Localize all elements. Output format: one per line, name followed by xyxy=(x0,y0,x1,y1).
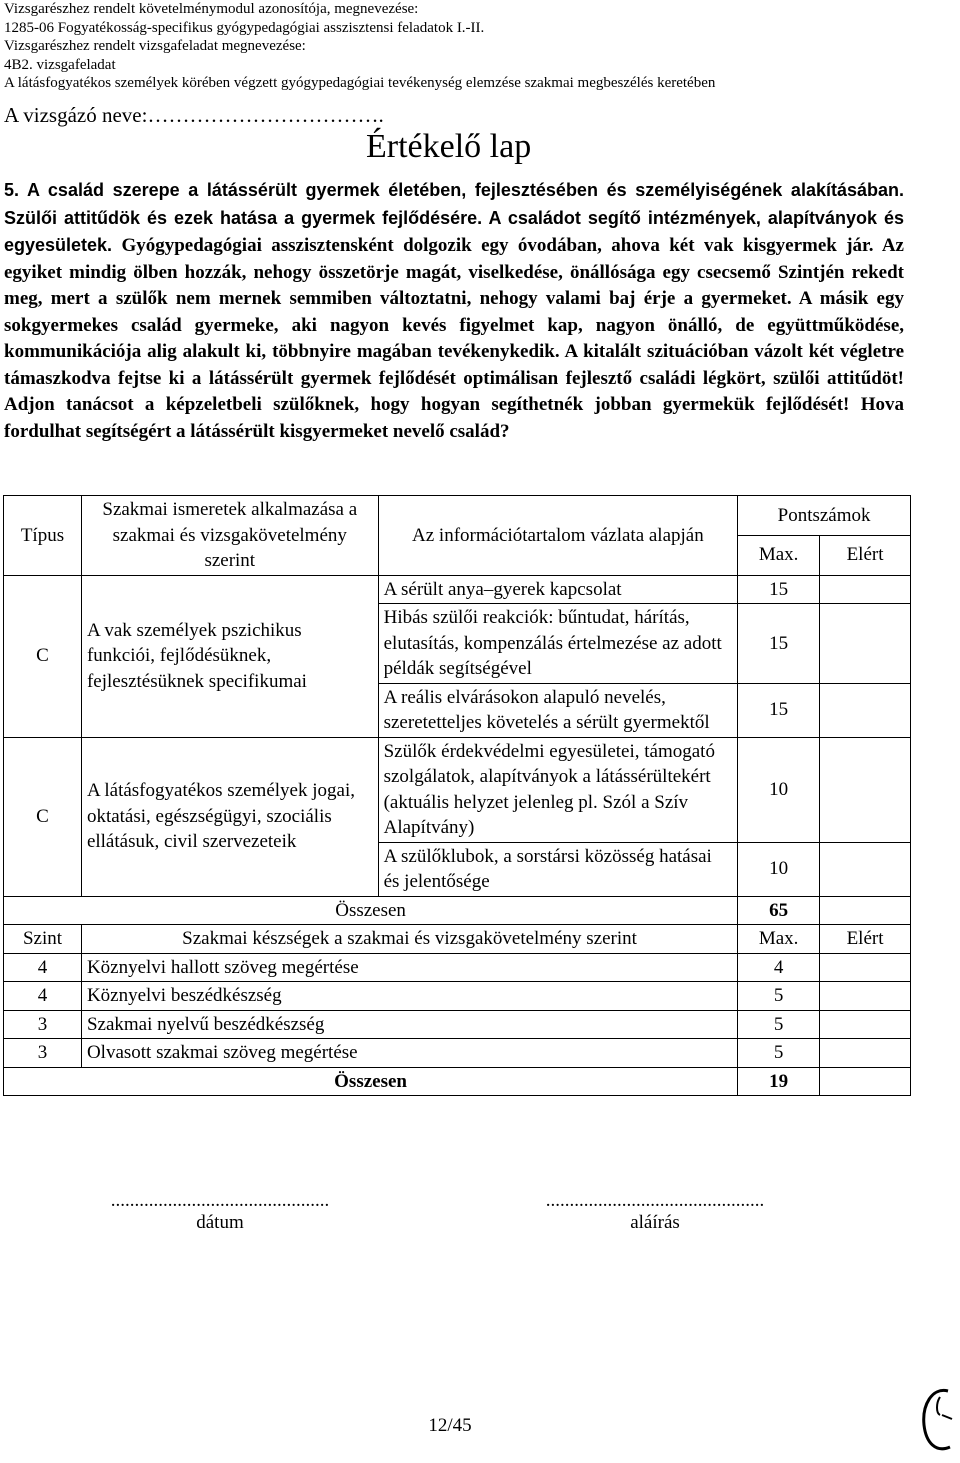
level-cell: 4 xyxy=(4,953,82,982)
total-label: Összesen xyxy=(4,896,738,925)
header-line-5: A látásfogyatékos személyek körében végzett gyógypedagógiai tevékenység elemzése szakmai megbeszélés keretében xyxy=(4,75,716,91)
header-line-2: 1285-06 Fogyatékosság-specifikus gyógypedagógiai asszisztensi feladatok I.-II. xyxy=(4,19,485,36)
outline-cell: A reális elvárásokon alapuló nevelés, szeretetteljes követelés a sérült gyermektől xyxy=(378,683,738,737)
achieved-cell[interactable] xyxy=(820,737,911,842)
col-skills-header: Szakmai készségek a szakmai és vizsgakövetelmény szerint xyxy=(81,925,737,954)
col-points-header: Pontszámok xyxy=(738,496,911,536)
type-cell: C xyxy=(4,575,82,737)
date-signature-block xyxy=(80,1190,360,1234)
total-achieved-cell[interactable] xyxy=(820,896,911,925)
total-label: Összesen xyxy=(4,1067,738,1096)
max-cell: 4 xyxy=(738,953,820,982)
outline-cell: Hibás szülői reakciók: bűntudat, hárítás, elutasítás, kompenzálás értelmezése az adott példák segítségével xyxy=(378,604,738,684)
col-max-header: Max. xyxy=(738,925,820,954)
document-header xyxy=(4,0,715,93)
max-cell: 10 xyxy=(738,842,820,896)
page-number: 12/45 xyxy=(428,1415,472,1436)
skill-cell: Szakmai nyelvű beszédkészség xyxy=(81,1010,737,1039)
evaluation-table xyxy=(3,495,911,1096)
table-header-row xyxy=(4,496,911,536)
max-cell: 15 xyxy=(738,604,820,684)
date-label: dátum xyxy=(196,1212,244,1233)
task-topic: 5. A család szerepe a látássérült gyermek életében, fejlesztésében és személyiségének alakításában. Szülői attitűdök és ezek hatása a gyermek fejlődésére. A családot segítő intézmények, alapítványok és egyesületek. xyxy=(4,180,904,255)
task-description xyxy=(4,177,904,445)
task-situation: Gyógypedagógiai asszisztensként dolgozik egy óvodában, ahova két vak kisgyermek jár. Az egyiket mindig ölben hozzák, nehogy összetörje magát, viselkedése, önállósága egy csecsemő Szintjén rekedt meg, mert a szülők nem mernek semmiben változtatni, nehogy valami baj érje a gyermeket. A másik egy sokgyermekes család gyermeke, aki nagyon kevés figyelmet kap, nagyon önálló, de együttműködése, kommunikációja alig alakult ki, többnyire magában tevékenykedik. A kitalált szituációban vázolt két végletre támaszkodva fejtse ki a látássérült gyermek fejlődését optimálisan fejlesztő családi légkört, szülői attitűdöt! Adjon tanácsot a képzeletbeli szülőknek, hogy hogyan segíthetnék jobban gyermekük fejlődését! Hova fordulhat segítségért a látássérült kisgyermeket nevelő család? xyxy=(4,235,904,442)
knowledge-cell: A látásfogyatékos személyek jogai, oktatási, egészségügyi, szociális ellátásuk, civil szervezeteik xyxy=(81,737,378,896)
achieved-cell[interactable] xyxy=(820,1010,911,1039)
calligraphic-c-logo-icon xyxy=(918,1385,956,1462)
signature-block xyxy=(515,1190,795,1234)
type-cell: C xyxy=(4,737,82,896)
col-achieved-header: Elért xyxy=(820,925,911,954)
achieved-cell[interactable] xyxy=(820,604,911,684)
col-level-header: Szint xyxy=(4,925,82,954)
examinee-name-field: A vizsgázó neve:……………………………. xyxy=(4,103,384,127)
max-cell: 5 xyxy=(738,1039,820,1068)
max-cell: 5 xyxy=(738,1010,820,1039)
signature-label: aláírás xyxy=(630,1212,680,1233)
skill-cell: Köznyelvi hallott szöveg megértése xyxy=(81,953,737,982)
level-cell: 3 xyxy=(4,1010,82,1039)
table-row xyxy=(4,982,911,1011)
achieved-cell[interactable] xyxy=(820,842,911,896)
achieved-cell[interactable] xyxy=(820,982,911,1011)
header-line-1: Vizsgarészhez rendelt követelménymodul azonosítója, megnevezése: xyxy=(4,1,419,17)
table-row xyxy=(4,1039,911,1068)
col-type-header: Típus xyxy=(4,496,82,576)
skills-header-row xyxy=(4,925,911,954)
col-outline-header: Az információtartalom vázlata alapján xyxy=(378,496,738,576)
level-cell: 4 xyxy=(4,982,82,1011)
total-achieved-cell[interactable] xyxy=(820,1067,911,1096)
skill-cell: Köznyelvi beszédkészség xyxy=(81,982,737,1011)
table-row xyxy=(4,953,911,982)
table-row xyxy=(4,1010,911,1039)
header-line-3: Vizsgarészhez rendelt vizsgafeladat megnevezése: xyxy=(4,38,306,54)
max-cell: 5 xyxy=(738,982,820,1011)
header-line-4: 4B2. vizsgafeladat xyxy=(4,56,116,73)
achieved-cell[interactable] xyxy=(820,683,911,737)
max-cell: 15 xyxy=(738,683,820,737)
level-cell: 3 xyxy=(4,1039,82,1068)
outline-cell: A sérült anya–gyerek kapcsolat xyxy=(378,575,738,604)
achieved-cell[interactable] xyxy=(820,575,911,604)
page-title: Értékelő lap xyxy=(366,128,532,165)
date-dots: .............................................. xyxy=(110,1190,330,1211)
signature-dots: .............................................. xyxy=(545,1190,765,1211)
knowledge-cell: A vak személyek pszichikus funkciói, fejlődésüknek, fejlesztésüknek specifikumai xyxy=(81,575,378,737)
col-knowledge-header: Szakmai ismeretek alkalmazása a szakmai és vizsgakövetelmény szerint xyxy=(81,496,378,576)
col-max-header: Max. xyxy=(738,535,820,575)
total-row xyxy=(4,896,911,925)
outline-cell: A szülőklubok, a sorstársi közösség hatásai és jelentősége xyxy=(378,842,738,896)
outline-cell: Szülők érdekvédelmi egyesületei, támogató szolgálatok, alapítványok a látássérültekért (aktuális helyzet jelenleg pl. Szól a Szív Alapítvány) xyxy=(378,737,738,842)
table-row xyxy=(4,575,911,604)
max-cell: 15 xyxy=(738,575,820,604)
achieved-cell[interactable] xyxy=(820,1039,911,1068)
max-cell: 10 xyxy=(738,737,820,842)
achieved-cell[interactable] xyxy=(820,953,911,982)
table-row xyxy=(4,737,911,842)
total-row xyxy=(4,1067,911,1096)
skill-cell: Olvasott szakmai szöveg megértése xyxy=(81,1039,737,1068)
total-max: 65 xyxy=(738,896,820,925)
col-achieved-header: Elért xyxy=(820,535,911,575)
total-max: 19 xyxy=(738,1067,820,1096)
